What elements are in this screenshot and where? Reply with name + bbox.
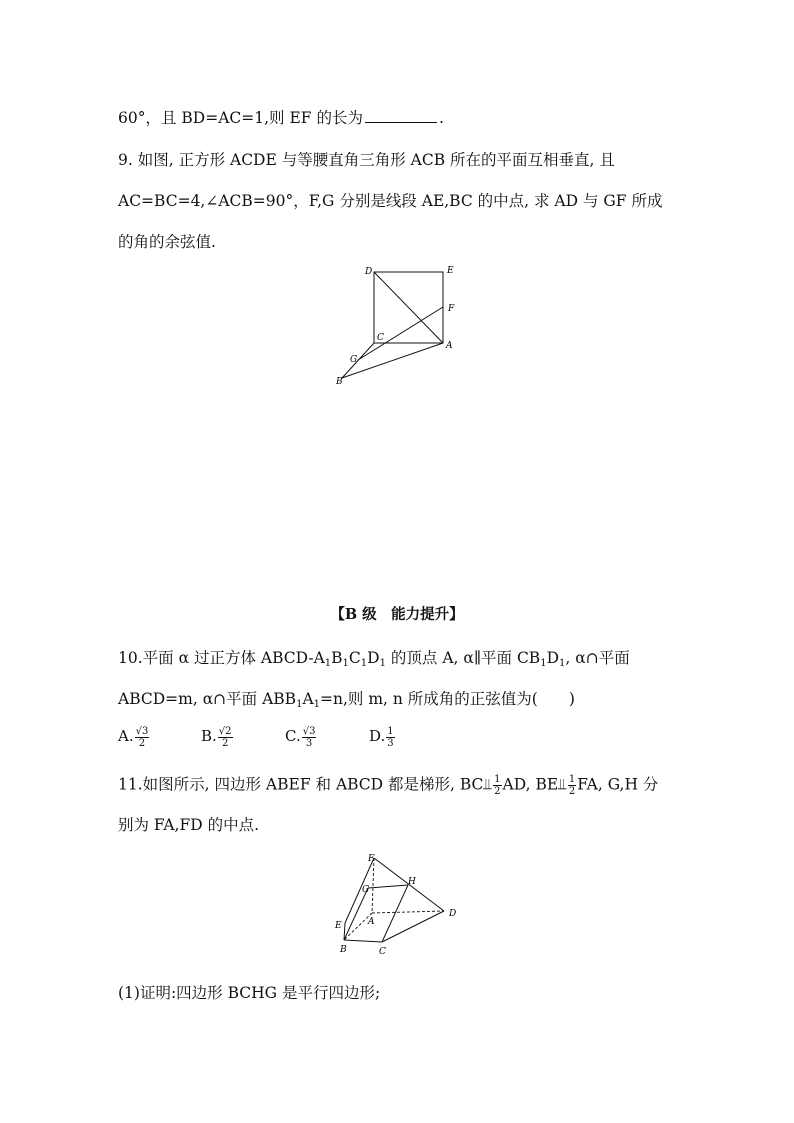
q10-text-b: B <box>331 649 343 667</box>
frac-num: √3 <box>135 725 149 737</box>
q10-text-2b: A <box>302 690 314 708</box>
sub-1: 1 <box>540 658 547 669</box>
frac-den: 3 <box>387 737 394 749</box>
option-fraction <box>135 726 150 749</box>
q9-figure <box>330 260 470 390</box>
frac-num: √2 <box>218 725 232 737</box>
section-heading: 【B 级 能力提升】 <box>330 606 464 623</box>
sub-1: 1 <box>296 699 303 710</box>
q11-label-C: C <box>379 947 386 957</box>
q11-label-A: A <box>368 917 375 927</box>
frac-num: √3 <box>302 725 316 737</box>
sub-1: 1 <box>559 658 566 669</box>
q11-label-G: G <box>362 885 370 895</box>
parallel-equal-symbol: ⫫ <box>558 775 567 794</box>
q11-label-H: H <box>408 877 416 887</box>
q9-label-C: C <box>377 333 384 343</box>
frac-num: 1 <box>494 774 501 785</box>
q10-line-2 <box>118 689 575 715</box>
q10-option-d[interactable] <box>369 724 396 749</box>
q8-tail-text: 60°，且 BD=AC=1,则 EF 的长为 <box>118 109 363 127</box>
q11-label-F: F <box>368 854 375 864</box>
q10-text-a: 10.平面 α 过正方体 ABCD-A <box>118 649 325 667</box>
q9-label-B: B <box>336 377 343 387</box>
sub-1: 1 <box>324 658 332 669</box>
sub-1: 1 <box>360 658 368 669</box>
q8-tail-line <box>118 108 444 128</box>
option-fraction <box>386 726 394 749</box>
q11-line-2: 别为 FA,FD 的中点. <box>118 816 259 834</box>
frac-den: 2 <box>494 786 501 797</box>
q10-line-1 <box>118 648 630 674</box>
q11-figure <box>330 848 470 963</box>
frac-den: 3 <box>305 737 313 749</box>
sub-1: 1 <box>342 658 349 669</box>
option-label: A. <box>118 727 134 745</box>
q9-label-D: D <box>365 267 373 277</box>
q11-label-D: D <box>449 909 457 919</box>
q10-text-2c: =n,则 m, n 所成角的正弦值为( ) <box>320 690 575 708</box>
frac-num: 1 <box>387 725 394 737</box>
q9-label-A: A <box>446 341 453 351</box>
half-fraction <box>493 774 501 797</box>
q10-option-a[interactable] <box>118 724 150 749</box>
q10-text-f: D <box>546 649 560 667</box>
q9-line-2: AC=BC=4,∠ACB=90°，F,G 分别是线段 AE,BC 的中点, 求 AD 与 GF 所成 <box>118 192 663 210</box>
q8-tail-end: . <box>438 109 444 127</box>
q11-figure-dashed-lines <box>344 858 444 940</box>
sub-1: 1 <box>313 699 321 710</box>
q10-text-2a: ABCD=m, α∩平面 ABB <box>118 690 297 708</box>
option-fraction <box>302 726 317 749</box>
q11-label-E: E <box>335 921 342 931</box>
option-label: C. <box>285 727 301 745</box>
q11-figure-solid-lines <box>344 858 444 942</box>
q11-text-a: 11.如图所示, 四边形 ABEF 和 ABCD 都是梯形, BC <box>118 775 484 794</box>
parallel-equal-symbol: ⫫ <box>483 775 493 794</box>
q11-label-B: B <box>340 945 347 955</box>
q9-line-3: 的角的余弦值. <box>118 233 216 251</box>
q10-text-c: C <box>348 649 361 667</box>
q11-text-b: AD, BE <box>502 775 559 794</box>
half-fraction <box>568 774 576 797</box>
q11-text-c: FA, G,H 分 <box>577 775 659 794</box>
frac-num: 1 <box>568 774 576 785</box>
q9-line-1: 9. 如图, 正方形 ACDE 与等腰直角三角形 ACB 所在的平面互相垂直, 且 <box>118 151 615 169</box>
q10-text-e: 的顶点 A, α∥平面 CB <box>385 649 541 667</box>
frac-den: 2 <box>568 786 576 797</box>
q9-label-E: E <box>447 266 454 276</box>
answer-blank[interactable] <box>365 108 437 123</box>
sub-1: 1 <box>379 658 386 669</box>
frac-den: 2 <box>138 737 146 749</box>
option-label: B. <box>201 727 217 745</box>
q11-line-1 <box>118 774 658 797</box>
frac-den: 2 <box>221 737 229 749</box>
q10-text-g: , α∩平面 <box>565 649 630 667</box>
q11-part-1: (1)证明:四边形 BCHG 是平行四边形; <box>118 984 381 1002</box>
option-label: D. <box>369 727 386 745</box>
q10-option-b[interactable] <box>201 724 234 749</box>
option-fraction <box>218 726 233 749</box>
q10-option-c[interactable] <box>285 724 317 749</box>
q9-label-F: F <box>448 304 455 314</box>
q9-label-G: G <box>350 355 358 365</box>
q10-text-d: D <box>367 649 380 667</box>
